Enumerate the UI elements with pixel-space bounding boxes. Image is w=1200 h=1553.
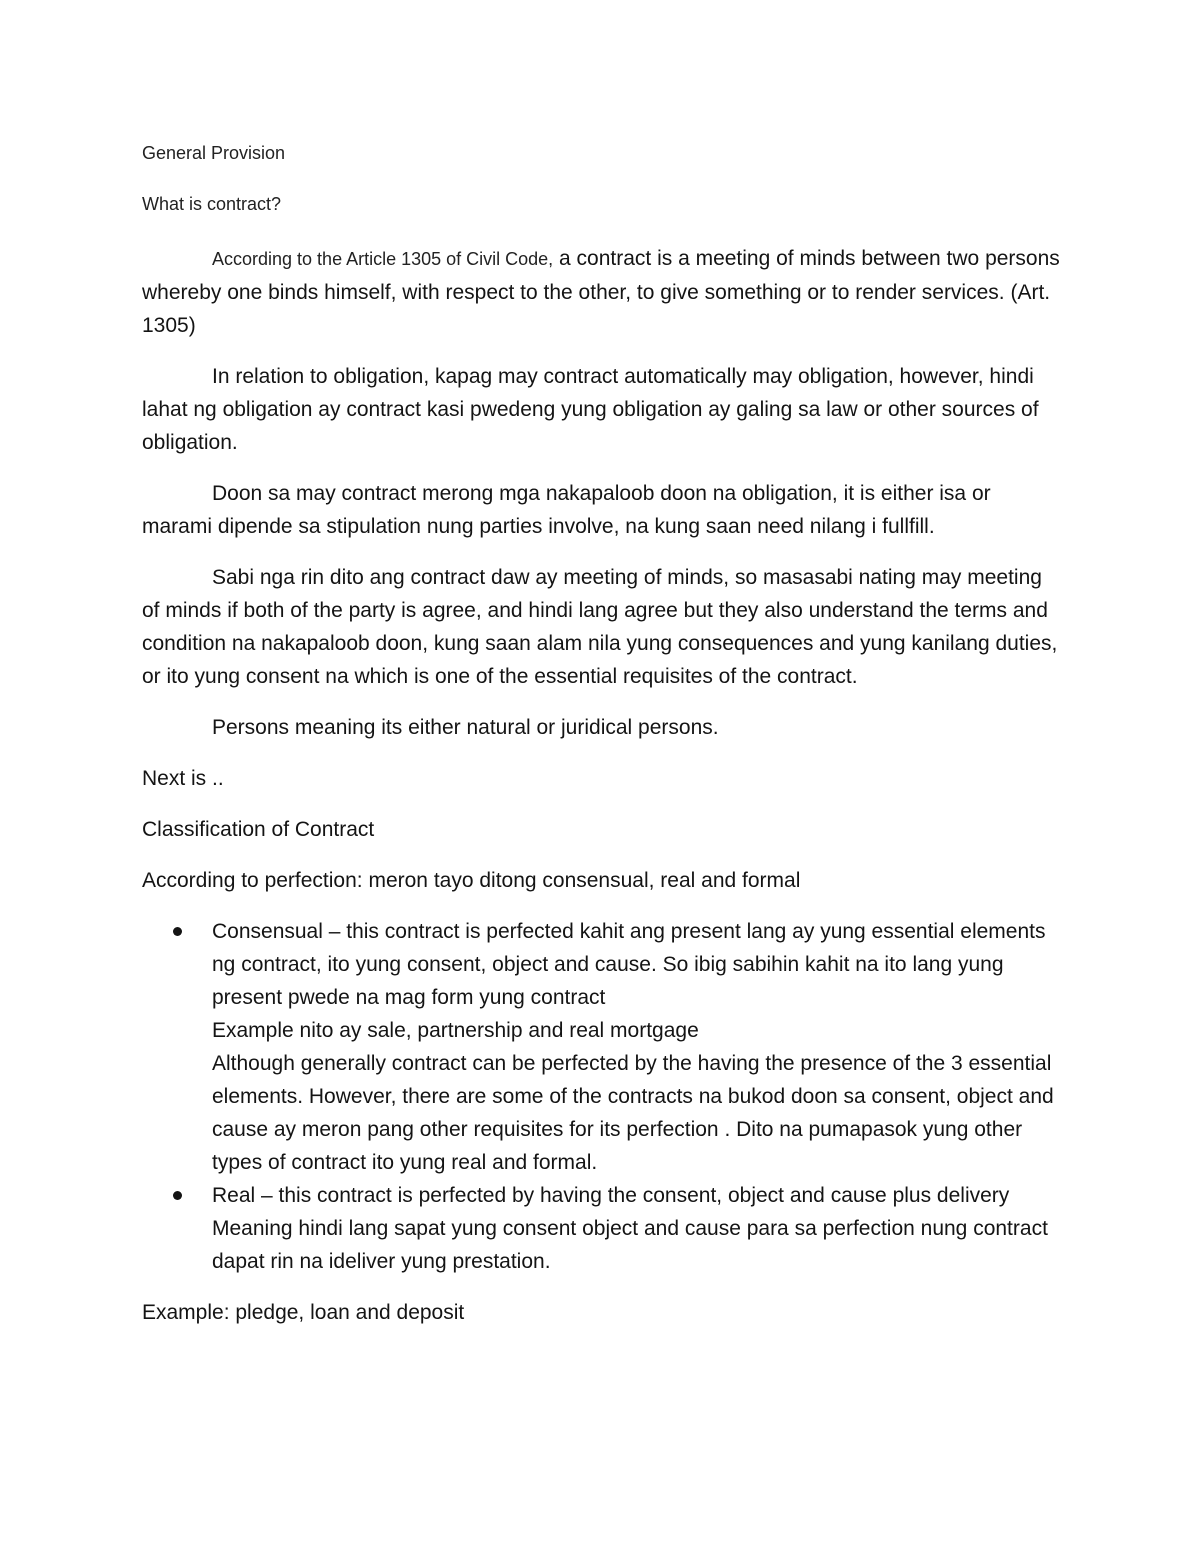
bullet-icon: [173, 927, 182, 936]
list-item-consensual: [142, 915, 1062, 1179]
bullet-icon: [173, 1191, 182, 1200]
contract-types-list: [142, 915, 1062, 1278]
paragraph-definition-lead: According to the Article 1305 of Civil Code,: [212, 249, 554, 269]
paragraph-meeting-of-minds: Sabi nga rin dito ang contract daw ay meeting of minds, so masasabi nating may meeting of minds if both of the party is agree, and hindi lang agree but they also understand the terms and condition na nakapaloob doon, kung saan alam nila yung consequences and yung kanilang duties, or ito yung consent na which is one of the essential requisites of the contract.: [142, 566, 1058, 688]
list-item-real: [142, 1179, 1062, 1278]
perfection-intro: According to perfection: meron tayo ditong consensual, real and formal: [142, 869, 801, 892]
paragraph-persons: Persons meaning its either natural or juridical persons.: [212, 716, 719, 739]
paragraph-stipulation: Doon sa may contract merong mga nakapaloob doon na obligation, it is either isa or marami dipende sa stipulation nung parties involve, na kung saan need nilang i fullfill.: [142, 482, 991, 538]
paragraph-definition: [142, 242, 1062, 342]
real-definition: Real – this contract is perfected by having the consent, object and cause plus delivery: [212, 1184, 1010, 1207]
consensual-example: Example nito ay sale, partnership and real mortgage: [212, 1019, 699, 1042]
paragraph-definition-rest: a contract is a meeting of minds between two persons whereby one binds himself, with respect to the other, to give something or to render services. (Art. 1305): [142, 247, 1060, 337]
paragraph-obligation: In relation to obligation, kapag may contract automatically may obligation, however, hindi lahat ng obligation ay contract kasi pwedeng yung obligation ay galing sa law or other sources of obligation.: [142, 365, 1039, 454]
document-body: [142, 140, 1062, 1347]
next-is-line: Next is ..: [142, 767, 224, 790]
consensual-note: Although generally contract can be perfected by the having the presence of the 3 essential elements. However, there are some of the contracts na bukod doon sa consent, object and cause ay meron pang other requisites for its perfection . Dito na pumapasok yung other types of contract ito yung real and formal.: [212, 1052, 1054, 1174]
question-line: What is contract?: [142, 194, 282, 214]
final-example-line: Example: pledge, loan and deposit: [142, 1301, 465, 1324]
real-meaning: Meaning hindi lang sapat yung consent object and cause para sa perfection nung contract dapat rin na ideliver yung prestation.: [212, 1217, 1048, 1273]
classification-heading: Classification of Contract: [142, 818, 375, 841]
section-heading: General Provision: [142, 143, 286, 163]
consensual-definition: Consensual – this contract is perfected kahit ang present lang ay yung essential elements ng contract, ito yung consent, object and cause. So ibig sabihin kahit na ito lang yung present pwede na mag form yung contract: [212, 920, 1046, 1009]
